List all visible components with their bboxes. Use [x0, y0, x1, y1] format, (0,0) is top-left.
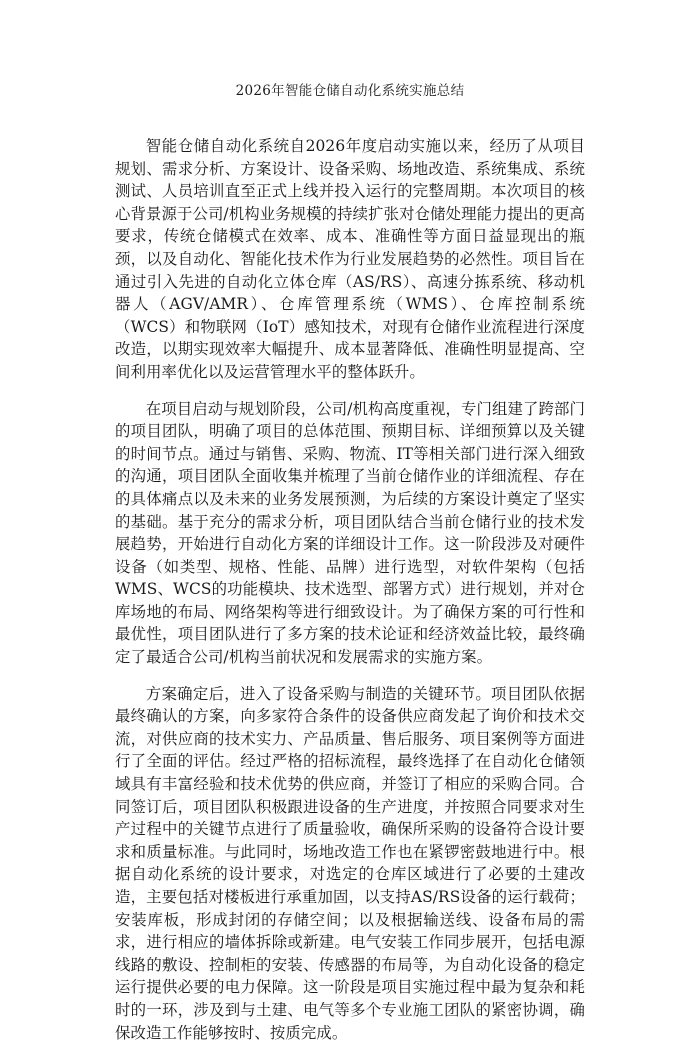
paragraph-procurement: 方案确定后，进入了设备采购与制造的关键环节。项目团队依据最终确认的方案，向多家符合条件的设备供应商发起了询价和技术交流，对供应商的技术实力、产品质量、售后服务、项目案例等方面进行了全面的评估。经过严格的招标流程，最终选择了在自动化仓储领域具有丰富经验和技术优势的供应商，并签订了相应的采购合同。合同签订后，项目团队积极跟进设备的生产进度，并按照合同要求对生产过程中的关键节点进行了质量验收，确保所采购的设备符合设计要求和质量标准。与此同时，场地改造工作也在紧锣密鼓地进行中。根据自动化系统的设计要求，对选定的仓库区域进行了必要的土建改造，主要包括对楼板进行承重加固，以支持AS/RS设备的运行载荷；安装库板，形成封闭的存储空间；以及根据输送线、设备布局的需求，进行相应的墙体拆除或新建。电气安装工作同步展开，包括电源线路的敷设、控制柜的安装、传感器的布局等，为自动化设备的稳定运行提供必要的电力保障。这一阶段是项目实施过程中最为复杂和耗时的一环，涉及到与土建、电气等多个专业施工团队的紧密协调，确保改造工作能够按时、按质完成。: [115, 684, 585, 1042]
paragraph-overview: 智能仓储自动化系统自2026年度启动实施以来，经历了从项目规划、需求分析、方案设计、设备采购、场地改造、系统集成、系统测试、人员培训直至正式上线并投入运行的完整周期。本次项目的核心背景源于公司/机构业务规模的持续扩张对仓储处理能力提出的更高要求，传统仓储模式在效率、成本、准确性等方面日益显现出的瓶颈，以及自动化、智能化技术作为行业发展趋势的必然性。项目旨在通过引入先进的自动化立体仓库（AS/RS）、高速分拣系统、移动机器人（AGV/AMR）、仓库管理系统（WMS）、仓库控制系统（WCS）和物联网（IoT）感知技术，对现有仓储作业流程进行深度改造，以期实现效率大幅提升、成本显著降低、准确性明显提高、空间利用率优化以及运营管理水平的整体跃升。: [115, 137, 586, 381]
document-title: 2026年智能仓储自动化系统实施总结: [235, 83, 465, 99]
paragraph-planning: 在项目启动与规划阶段，公司/机构高度重视，专门组建了跨部门的项目团队，明确了项目的总体范围、预期目标、详细预算以及关键的时间节点。通过与销售、采购、物流、IT等相关部门进行深入细致的沟通，项目团队全面收集并梳理了当前仓储作业的详细流程、存在的具体痛点以及未来的业务发展预测，为后续的方案设计奠定了坚实的基础。基于充分的需求分析，项目团队结合当前仓储行业的技术发展趋势，开始进行自动化方案的详细设计工作。这一阶段涉及对硬件设备（如类型、规格、性能、品牌）进行选型，对软件架构（包括WMS、WCS的功能模块、技术选型、部署方式）进行规划，并对仓库场地的布局、网络架构等进行细致设计。为了确保方案的可行性和最优性，项目团队进行了多方案的技术论证和经济效益比较，最终确定了最适合公司/机构当前状况和发展需求的实施方案。: [115, 399, 585, 667]
